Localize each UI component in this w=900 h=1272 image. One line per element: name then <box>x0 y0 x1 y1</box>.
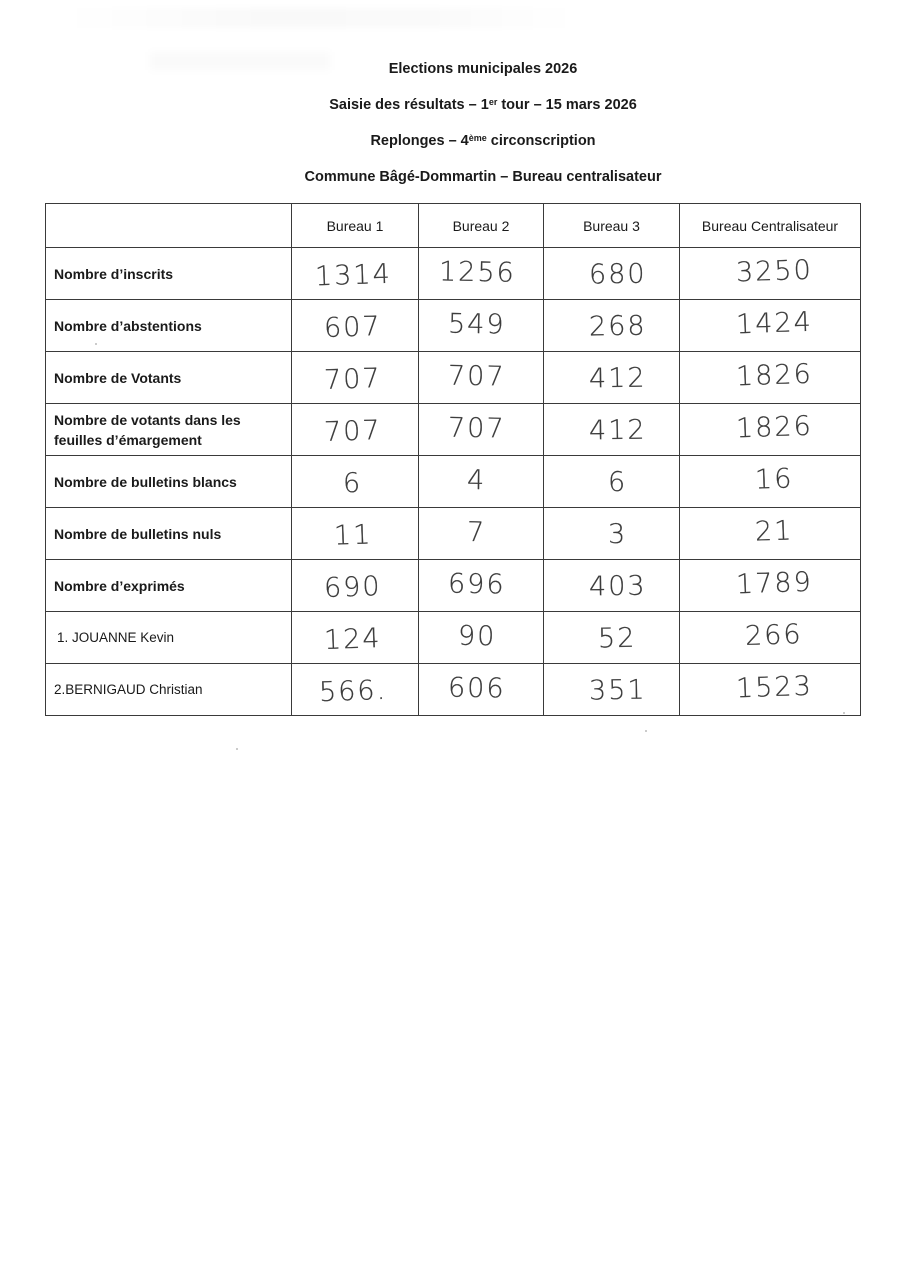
handwritten-value: 707 <box>323 363 383 396</box>
handwritten-value: 1314 <box>314 258 392 293</box>
table-row-abstentions <box>46 300 861 352</box>
table-header-empty <box>46 204 292 248</box>
header-subtitle-sup: er <box>488 97 498 107</box>
handwritten-value: 403 <box>588 570 647 603</box>
handwritten-value: 21 <box>754 515 794 548</box>
handwritten-value: 52 <box>598 622 637 655</box>
row-label: Nombre d’abstentions <box>46 300 292 352</box>
handwritten-value: 707 <box>447 412 507 445</box>
column-header-bureau-2: Bureau 2 <box>419 204 544 248</box>
handwritten-value: 7 <box>467 516 487 549</box>
row-label <box>46 404 292 456</box>
cell-value <box>292 560 419 612</box>
header-commune-text: Commune Bâgé-Dommartin – Bureau centralisateur <box>304 169 662 185</box>
cell-value <box>419 664 544 716</box>
table-row-candidate-jouanne <box>46 612 861 664</box>
table-row-candidate-bernigaud <box>46 664 861 716</box>
row-label: Nombre de bulletins blancs <box>46 456 292 508</box>
cell-value <box>292 248 419 300</box>
row-label: Nombre d’exprimés <box>46 560 292 612</box>
table-row-blancs <box>46 456 861 508</box>
handwritten-value: 1826 <box>735 358 813 393</box>
row-label-line: feuilles d’émargement <box>54 431 202 448</box>
handwritten-value: 1826 <box>735 410 813 445</box>
cell-value <box>544 248 680 300</box>
handwritten-value: 412 <box>588 414 647 447</box>
column-header-bureau-3: Bureau 3 <box>544 204 680 248</box>
handwritten-value: 707 <box>447 360 507 393</box>
cell-value <box>544 508 680 560</box>
row-label: 2.BERNIGAUD Christian <box>46 664 292 716</box>
handwritten-value: 680 <box>588 258 647 291</box>
cell-value <box>292 300 419 352</box>
handwritten-value: 606 <box>447 672 507 705</box>
cell-value <box>292 612 419 664</box>
handwritten-value: 1256 <box>438 256 516 289</box>
row-label: 1. JOUANNE Kevin <box>46 612 292 664</box>
header-subtitle-text-end: tour – 15 mars 2026 <box>497 97 637 113</box>
handwritten-value: 266 <box>744 619 804 652</box>
handwritten-value: 90 <box>457 620 497 653</box>
scan-speck <box>95 343 97 345</box>
cell-value <box>544 404 680 456</box>
row-label: Nombre de Votants <box>46 352 292 404</box>
header-subtitle-text: Saisie des résultats – 1 <box>329 97 489 113</box>
cell-value <box>419 456 544 508</box>
header-title <box>0 60 900 78</box>
cell-value <box>680 508 861 560</box>
handwritten-value: 607 <box>323 311 383 344</box>
handwritten-value: 1424 <box>735 306 813 341</box>
table-row-inscrits <box>46 248 861 300</box>
table-row-votants <box>46 352 861 404</box>
row-label: Nombre d’inscrits <box>46 248 292 300</box>
handwritten-value: 1523 <box>735 670 813 705</box>
column-header-centralisateur: Bureau Centralisateur <box>680 204 861 248</box>
handwritten-value: 3250 <box>735 254 813 289</box>
header-commune <box>0 168 900 186</box>
row-label: Nombre de bulletins nuls <box>46 508 292 560</box>
cell-value <box>292 456 419 508</box>
cell-value <box>680 248 861 300</box>
handwritten-value: 549 <box>447 308 507 341</box>
header-subtitle <box>0 96 900 114</box>
cell-value <box>680 352 861 404</box>
handwritten-value: 6 <box>342 467 364 500</box>
handwritten-value: 696 <box>447 568 507 601</box>
handwritten-value: 6 <box>607 466 628 499</box>
handwritten-value: 3 <box>607 518 628 551</box>
handwritten-value: 1789 <box>735 566 813 601</box>
scan-speck <box>236 748 238 750</box>
cell-value <box>544 456 680 508</box>
header-title-text: Elections municipales 2026 <box>388 61 578 77</box>
cell-value <box>680 560 861 612</box>
cell-value <box>544 560 680 612</box>
header-district-text: Replonges – 4 <box>370 133 469 149</box>
header-district-text-end: circonscription <box>486 133 596 149</box>
cell-value <box>680 664 861 716</box>
handwritten-value: 124 <box>323 623 383 656</box>
column-header-bureau-1: Bureau 1 <box>292 204 419 248</box>
cell-value <box>544 300 680 352</box>
cell-value <box>544 664 680 716</box>
handwritten-value: 707 <box>323 415 383 448</box>
cell-value <box>419 352 544 404</box>
cell-value <box>680 612 861 664</box>
scan-artifact <box>60 8 580 28</box>
table-row-nuls <box>46 508 861 560</box>
cell-value <box>680 456 861 508</box>
cell-value <box>419 560 544 612</box>
handwritten-value: 16 <box>754 463 794 496</box>
handwritten-value: 351 <box>588 674 647 707</box>
handwritten-value: 4 <box>467 464 487 497</box>
cell-value <box>544 612 680 664</box>
table-row-exprimes <box>46 560 861 612</box>
handwritten-value: 690 <box>323 571 383 604</box>
cell-value <box>419 508 544 560</box>
cell-value <box>292 404 419 456</box>
header-district <box>0 132 900 150</box>
table-header-row <box>46 204 861 248</box>
cell-value <box>419 404 544 456</box>
handwritten-value: 268 <box>588 310 647 343</box>
cell-value <box>292 352 419 404</box>
handwritten-value: 566. <box>318 674 388 709</box>
cell-value <box>292 508 419 560</box>
table-row-votants-emargement <box>46 404 861 456</box>
header-district-sup: ème <box>468 133 487 143</box>
scan-speck <box>645 730 647 732</box>
cell-value <box>292 664 419 716</box>
cell-value <box>419 300 544 352</box>
document-header <box>0 60 900 204</box>
cell-value <box>419 248 544 300</box>
row-label-line: Nombre de votants dans les <box>54 411 241 428</box>
cell-value <box>680 404 861 456</box>
scan-speck <box>843 712 845 714</box>
cell-value <box>419 612 544 664</box>
cell-value <box>544 352 680 404</box>
cell-value <box>680 300 861 352</box>
handwritten-value: 412 <box>588 362 647 395</box>
results-table <box>45 203 861 716</box>
handwritten-value: 11 <box>333 519 373 552</box>
